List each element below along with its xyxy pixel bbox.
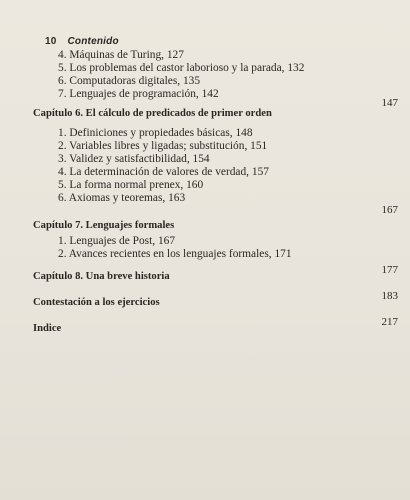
running-head [45,36,119,47]
toc-entry: 5. La forma normal prenex, 160 [58,179,204,191]
running-head-title: Contenido [67,36,119,47]
toc-entry: 2. Variables libres y ligadas; substitución, 151 [58,140,268,152]
toc-entry: 6. Computadoras digitales, 135 [58,75,201,87]
toc-entry: 3. Validez y satisfactibilidad, 154 [58,153,210,165]
page-number: 10 [45,36,57,47]
chapter-8-page: 177 [381,264,398,276]
index-page: 217 [381,316,398,328]
answers-page: 183 [381,290,398,302]
chapter-6-title: Capítulo 6. El cálculo de predicados de primer orden [33,108,272,119]
toc-entry: 7. Lenguajes de programación, 142 [58,88,219,100]
toc-entry: 4. La determinación de valores de verdad, 157 [58,166,269,178]
answers-title: Contestación a los ejercicios [33,297,160,308]
toc-entry: 1. Definiciones y propiedades básicas, 148 [58,127,253,139]
chapter-8-title: Capítulo 8. Una breve historia [33,271,170,282]
toc-entry: 4. Máquinas de Turing, 127 [58,49,184,61]
chapter-7-title: Capítulo 7. Lenguajes formales [33,220,175,231]
index-title: Indice [33,323,62,334]
toc-entry: 2. Avances recientes en los lenguajes formales, 171 [58,248,292,260]
toc-entry: 5. Los problemas del castor laborioso y la parada, 132 [58,62,305,74]
toc-entry: 6. Axiomas y teoremas, 163 [58,192,186,204]
chapter-6-page: 147 [381,97,398,109]
toc-entry: 1. Lenguajes de Post, 167 [58,235,176,247]
chapter-7-page: 167 [381,204,398,216]
